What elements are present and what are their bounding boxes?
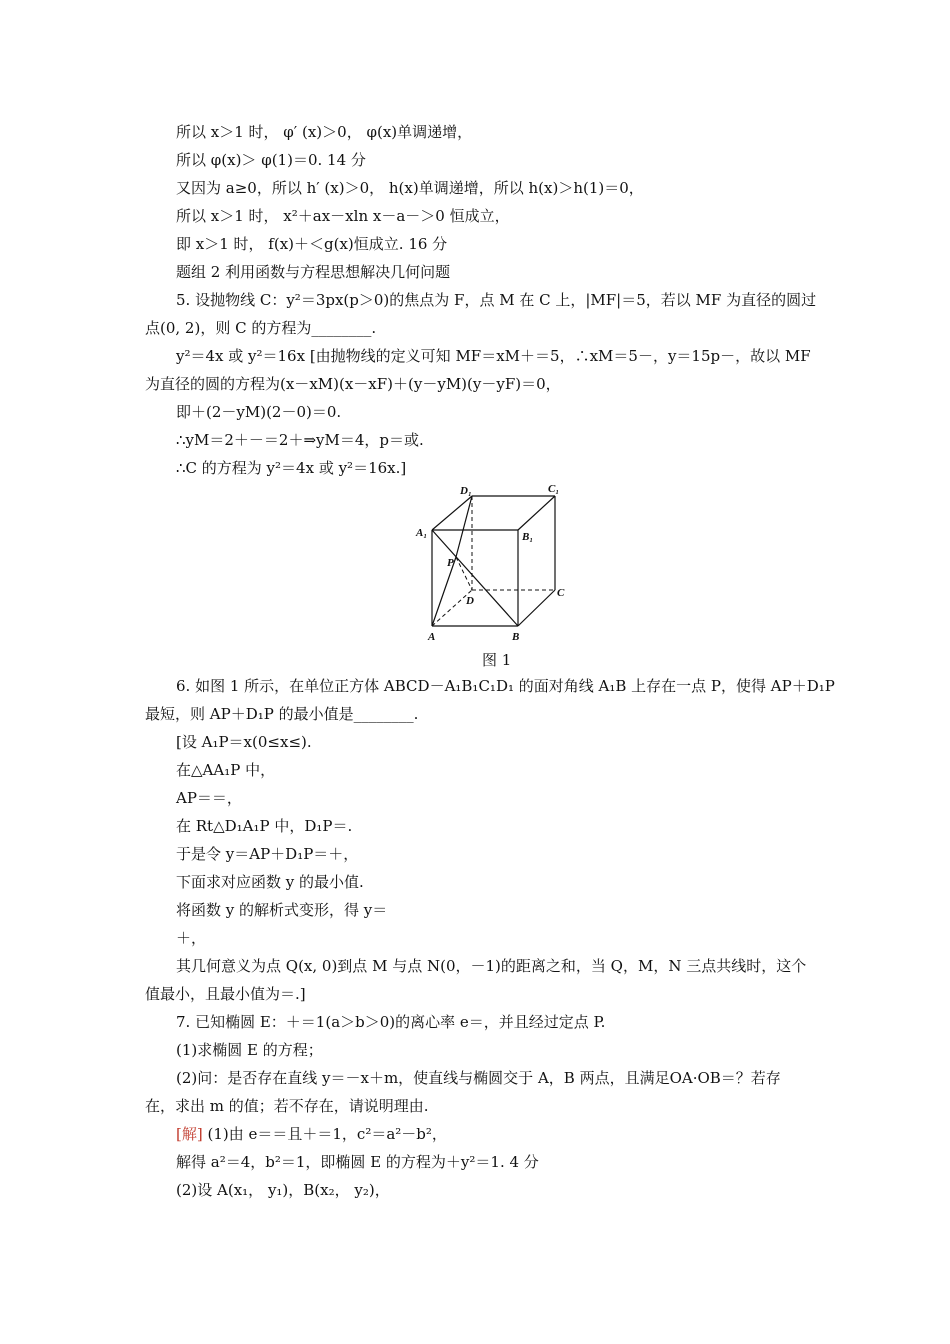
section-heading: 题组 2 利用函数与方程思想解决几何问题 — [176, 263, 451, 281]
text-line: 其几何意义为点 Q(x, 0)到点 M 与点 N(0，－1)的距离之和，当 Q，M，N 三点共线时，这个 — [176, 957, 807, 975]
text-line: 所以 x＞1 时， φ′ (x)＞0， φ(x)单调递增， — [176, 123, 473, 141]
question-6: 6. 如图 1 所示，在单位正方体 ABCD－A₁B₁C₁D₁ 的面对角线 A₁B 上存在一点 P，使得 AP＋D₁P — [176, 677, 835, 695]
label-b: B — [512, 631, 520, 643]
label-d1: D₁ — [460, 485, 472, 497]
text-line: (1)求椭圆 E 的方程； — [176, 1041, 323, 1059]
label-b1: B₁ — [522, 531, 534, 543]
text-line: 于是令 y＝AP＋D₁P＝＋， — [176, 845, 359, 863]
text-line: 在 Rt△D₁A₁P 中，D₁P＝. — [176, 817, 353, 835]
label-a1: A₁ — [416, 527, 428, 539]
cube-figure — [410, 478, 590, 648]
text-line: 即＋(2－yM)(2－0)＝0. — [176, 403, 342, 421]
label-a: A — [428, 631, 436, 643]
text-line: ∴yM＝2＋－＝2＋⇒yM＝4，p＝或. — [176, 431, 424, 449]
text-line: ＋， — [176, 929, 207, 947]
question-7: 7. 已知椭圆 E：＋＝1(a＞b＞0)的离心率 e＝，并且经过定点 P. — [176, 1013, 606, 1031]
text-line: AP＝＝， — [176, 789, 242, 807]
text-line: ∴C 的方程为 y²＝4x 或 y²＝16x.] — [176, 459, 407, 477]
text-line: 即 x＞1 时， f(x)＋＜g(x)恒成立. 16 分 — [176, 235, 448, 253]
text-line: 为直径的圆的方程为(x－xM)(x－xF)＋(y－yM)(y－yF)＝0， — [145, 375, 561, 393]
text-line: 将函数 y 的解析式变形，得 y＝ — [176, 901, 388, 919]
label-c1: C₁ — [548, 483, 560, 495]
text-line: (2)设 A(x₁， y₁)，B(x₂， y₂)， — [176, 1181, 390, 1199]
text-line: 所以 φ(x)＞ φ(1)＝0. 14 分 — [176, 151, 366, 169]
label-c: C — [557, 587, 565, 599]
text-line: 值最小，且最小值为＝.] — [145, 985, 306, 1003]
text-line: 下面求对应函数 y 的最小值. — [176, 873, 364, 891]
answer-6: [设 A₁P＝x(0≤x≤). — [176, 733, 312, 751]
solution-tag: [解] — [176, 1125, 203, 1143]
answer-5: y²＝4x 或 y²＝16x [由抛物线的定义可知 MF＝xM＋＝5，∴xM＝5－，y＝15p－，故以 MF — [176, 347, 811, 365]
text-line: 解得 a²＝4，b²＝1，即椭圆 E 的方程为＋y²＝1. 4 分 — [176, 1153, 539, 1171]
text-line: 所以 x＞1 时， x²＋ax－xln x－a－＞0 恒成立， — [176, 207, 510, 225]
text-line: 在△AA₁P 中， — [176, 761, 276, 779]
text-line: 最短，则 AP＋D₁P 的最小值是________. — [145, 705, 419, 723]
label-d: D — [466, 595, 474, 607]
solution-line — [176, 1124, 447, 1144]
figure-caption: 图 1 — [482, 651, 512, 669]
text-line: 点(0, 2)，则 C 的方程为________. — [145, 319, 377, 337]
text-line: (2)问：是否存在直线 y＝－x＋m，使直线与椭圆交于 A，B 两点，且满足OA·OB＝？若存 — [176, 1069, 781, 1087]
question-5: 5. 设抛物线 C：y²＝3px(p＞0)的焦点为 F，点 M 在 C 上，|MF|＝5，若以 MF 为直径的圆过 — [176, 291, 817, 309]
text-line: 又因为 a≥0，所以 h′ (x)＞0， h(x)单调递增，所以 h(x)＞h(1)＝0， — [176, 179, 644, 197]
text-line: 在，求出 m 的值；若不存在，请说明理由. — [145, 1097, 429, 1115]
label-p: P — [447, 557, 454, 569]
solution-text: (1)由 e＝＝且＋＝1，c²＝a²－b²， — [202, 1125, 447, 1143]
